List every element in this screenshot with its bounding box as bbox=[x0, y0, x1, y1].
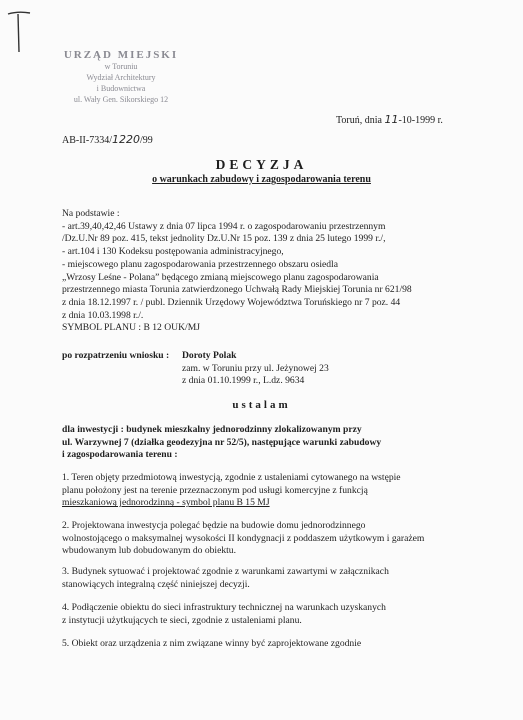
condition-item-2 bbox=[62, 520, 472, 558]
corner-pen-mark bbox=[6, 6, 32, 54]
stamp-line-1: URZĄD MIEJSKI bbox=[63, 49, 179, 61]
investment-line: dla inwestycji : budynek mieszkalny jednorodzinny zlokalizowanym przy bbox=[62, 424, 362, 435]
place-date bbox=[336, 113, 443, 126]
investment-description bbox=[62, 424, 472, 462]
condition-item-1 bbox=[62, 472, 472, 510]
basis-intro: Na podstawie : bbox=[62, 208, 120, 219]
basis-line: „Wrzosy Leśne - Polana” będącego zmianą miejscowego planu zagospodarowania bbox=[62, 271, 379, 283]
basis-line: - miejscowego planu zagospodarowania przestrzennego obszaru osiedla bbox=[62, 258, 338, 270]
ustalam-heading: ustalam bbox=[232, 399, 291, 411]
document-subtitle: o warunkach zabudowy i zagospodarowania terenu bbox=[152, 174, 371, 185]
reference-number bbox=[62, 133, 153, 146]
basis-line: z dnia 18.12.1997 r. / publ. Dziennik Urzędowy Województwa Toruńskiego nr 7 poz. 44 bbox=[62, 296, 401, 308]
basis-line: z dnia 10.03.1998 r./. bbox=[62, 309, 144, 321]
item-line: 3. Budynek sytuować i projektować zgodnie z warunkami zawartymi w załącznikach bbox=[62, 566, 389, 577]
stamp-line-4: i Budownictwa bbox=[96, 84, 146, 93]
office-stamp bbox=[56, 50, 186, 105]
applicant-address: zam. w Toruniu przy ul. Jeżynowej 23 bbox=[182, 362, 329, 374]
application-date: z dnia 01.10.1999 r., L.dz. 9634 bbox=[182, 375, 305, 387]
legal-basis bbox=[62, 208, 472, 322]
condition-item-4 bbox=[62, 602, 472, 627]
item-line: wolnostojącego o maksymalnej wysokości II kondygnacji z poddaszem użytkowym i garażem bbox=[62, 532, 425, 544]
item-line: 2. Projektowana inwestycja polegać będzie na budowie domu jednorodzinnego bbox=[62, 520, 366, 531]
applicant-details bbox=[182, 350, 329, 388]
reference-handwritten: 1220 bbox=[112, 133, 140, 146]
document-title: DECYZJA bbox=[215, 157, 308, 172]
item-line: 1. Teren objęty przedmiotową inwestycją, zgodnie z ustaleniami cytowanego na wstępie bbox=[62, 472, 401, 483]
basis-line: /Dz.U.Nr 89 poz. 415, tekst jednolity Dz.U.Nr 15 poz. 139 z dnia 25 lutego 1999 r./, bbox=[62, 233, 386, 245]
item-line: stanowiących integralną część niniejszej decyzji. bbox=[62, 578, 250, 590]
stamp-line-3: Wydział Architektury bbox=[86, 73, 156, 82]
item-line: planu położony jest na terenie przeznaczonym pod usługi komercyjne z funkcją bbox=[62, 484, 368, 496]
stamp-line-5: ul. Wały Gen. Sikorskiego 12 bbox=[73, 95, 169, 104]
item-line: 4. Podłączenie obiektu do sieci infrastruktury technicznej na warunkach uzyskanych bbox=[62, 602, 386, 613]
plan-symbol: SYMBOL PLANU : B 12 OUK/MJ bbox=[62, 322, 200, 333]
basis-line: przestrzennego miasta Torunia zatwierdzonego Uchwałą Rady Miejskiej Torunia nr 621/98 bbox=[62, 284, 412, 296]
basis-line: - art.39,40,42,46 Ustawy z dnia 07 lipca 1994 r. o zagospodarowaniu przestrzennym bbox=[62, 220, 386, 232]
place-date-prefix: Toruń, dnia bbox=[336, 115, 382, 126]
item-line: mieszkaniową jednorodzinną - symbol planu B 15 MJ bbox=[62, 497, 270, 509]
applicant-label: po rozpatrzeniu wniosku : bbox=[62, 350, 170, 361]
reference-suffix: /99 bbox=[140, 135, 153, 146]
item-line: z instytucji użytkujących te sieci, zgodnie z ustaleniami planu. bbox=[62, 614, 302, 626]
place-date-day: 11 bbox=[384, 113, 399, 126]
basis-line: - art.104 i 130 Kodeksu postępowania administracyjnego, bbox=[62, 246, 284, 258]
place-date-suffix: -10-1999 r. bbox=[398, 115, 443, 126]
condition-item-5 bbox=[62, 638, 472, 651]
item-line: wbudowanym lub dobudowanym do obiektu. bbox=[62, 545, 237, 557]
stamp-line-2: w Toruniu bbox=[104, 62, 138, 71]
investment-line: i zagospodarowania terenu : bbox=[62, 449, 178, 461]
item-line: 5. Obiekt oraz urządzenia z nim związane winny być zaprojektowane zgodnie bbox=[62, 638, 362, 649]
applicant-name: Doroty Polak bbox=[182, 350, 237, 361]
condition-item-3 bbox=[62, 566, 472, 591]
investment-line: ul. Warzywnej 7 (działka geodezyjna nr 52/5), następujące warunki zabudowy bbox=[62, 436, 382, 448]
reference-prefix: AB-II-7334/ bbox=[62, 135, 112, 146]
